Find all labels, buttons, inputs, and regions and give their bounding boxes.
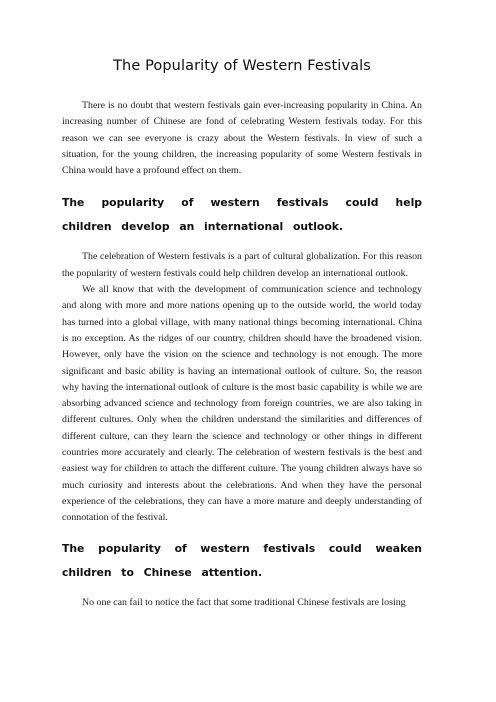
section-heading-1: The popularity of western festivals could help children develop an international outlook. <box>62 196 422 234</box>
section-heading-2: The popularity of western festivals could weaken children to Chinese attention. <box>62 541 422 579</box>
section1-paragraph-2: We all know that with the development of communication science and technology and along with more and more nations opening up to the outside world, the world today has turned into a global village, with many national things becoming international. China is no exception. As the ridges of our country, children should have the broadened vision. However, only have the vision on the science and technology is not enough. The more significant and basic ability is having an international outlook of culture. So, the reason why having the international outlook of culture is the most basic capability is while we are absorbing advanced science and technology from foreign countries, we are also taking in different cultures. Only when the children understand the similarities and differences of different culture, can they learn the science and technology or other things in different countries more accurately and clearly. The celebration of western festivals is the best and easiest way for children to attach the different culture. The young children always have so much curiosity and interests about the celebrations. And when they have the personal experience of the celebrations, they can have a more mature and deeply understanding of connotation of the festival. <box>62 284 422 524</box>
document-page <box>62 58 422 611</box>
document-title: The Popularity of Western Festivals <box>113 58 371 74</box>
section1-paragraph-1: The celebration of Western festivals is a part of cultural globalization. For this reason the popularity of western festivals could help children develop an international outlook. <box>62 251 422 279</box>
intro-paragraph: There is no doubt that western festivals gain ever-increasing popularity in China. An increasing number of Chinese are fond of celebrating Western festivals today. For this reason we can see everyone is crazy about the Western festivals. In view of such a situation, for the young children, the increasing popularity of some Western festivals in China would have a profound effect on them. <box>62 100 422 177</box>
section2-paragraph-1: No one can fail to notice the fact that some traditional Chinese festivals are losing <box>82 596 406 608</box>
